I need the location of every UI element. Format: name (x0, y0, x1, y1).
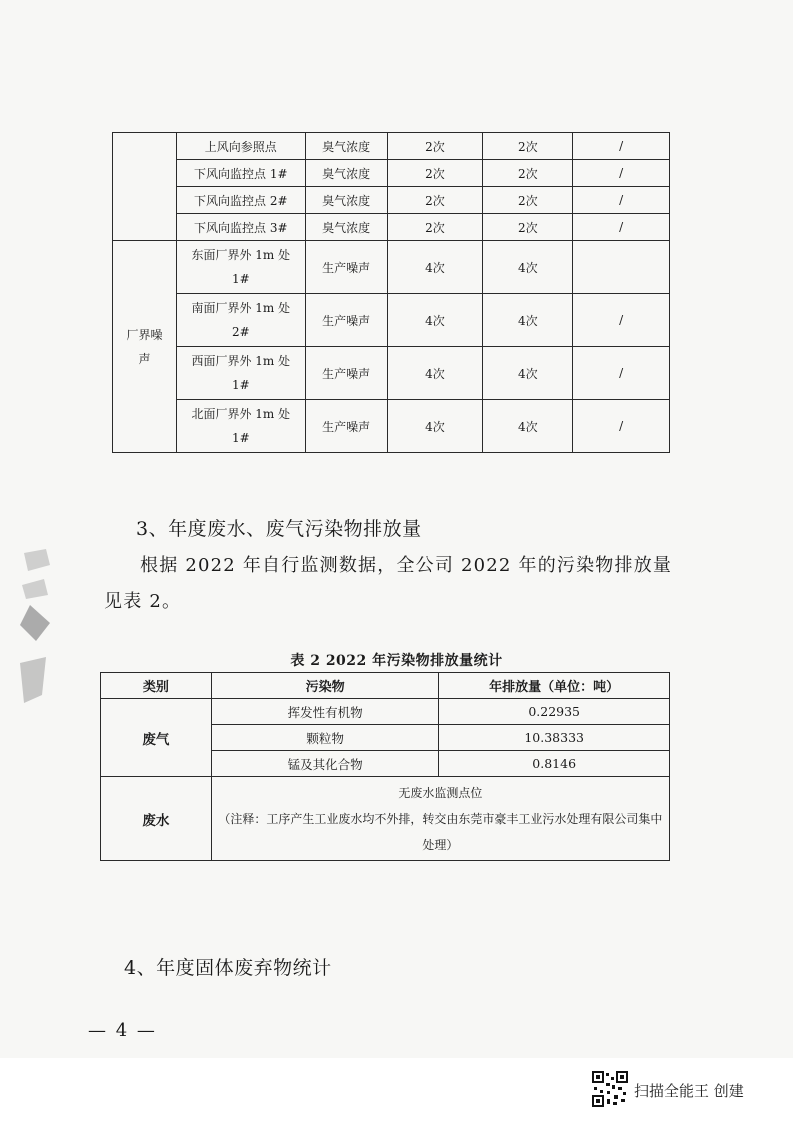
monitor-item: 生产噪声 (305, 294, 387, 347)
monitoring-table (112, 132, 670, 453)
monitor-item: 臭气浓度 (305, 133, 387, 160)
table-row (101, 777, 670, 861)
water-note-detail: （注释：工序产生工业废水均不外排，转交由东莞市豪丰工业污水处理有限公司集中处理） (218, 811, 663, 852)
monitor-point: 北面厂界外 1m 处 1# (176, 400, 305, 453)
planned-count: 2次 (387, 133, 483, 160)
header-category: 类别 (101, 673, 212, 699)
done-count: 4次 (483, 241, 573, 294)
planned-count: 4次 (387, 347, 483, 400)
note-cell: / (573, 160, 670, 187)
done-count: 2次 (483, 214, 573, 241)
scanner-watermark: 扫描全能王 创建 (634, 1082, 744, 1100)
amount-cell: 10.38333 (439, 725, 670, 751)
table-row (113, 133, 670, 160)
note-cell (573, 241, 670, 294)
done-count: 4次 (483, 347, 573, 400)
pollutant-cell: 颗粒物 (211, 725, 439, 751)
monitor-point: 西面厂界外 1m 处 1# (176, 347, 305, 400)
note-cell: / (573, 347, 670, 400)
planned-count: 4次 (387, 400, 483, 453)
note-cell: / (573, 187, 670, 214)
monitor-point: 下风向监控点 2# (176, 187, 305, 214)
planned-count: 2次 (387, 160, 483, 187)
table-header-row (101, 673, 670, 699)
monitor-point: 南面厂界外 1m 处 2# (176, 294, 305, 347)
section-3-body: 根据 2022 年自行监测数据，全公司 2022 年的污染物排放量见表 2。 (104, 555, 673, 612)
table-row (113, 294, 670, 347)
section-4-heading: 4、年度固体废弃物统计 (124, 957, 332, 979)
note-cell: / (573, 294, 670, 347)
pollutant-cell: 挥发性有机物 (211, 699, 439, 725)
monitor-point: 下风向监控点 3# (176, 214, 305, 241)
water-category-cell: 废水 (101, 777, 212, 861)
stamp-mark-icon (16, 545, 56, 715)
done-count: 4次 (483, 294, 573, 347)
table-row (101, 699, 670, 725)
amount-cell: 0.8146 (439, 751, 670, 777)
table-row (113, 347, 670, 400)
table-row (113, 214, 670, 241)
monitor-item: 臭气浓度 (305, 187, 387, 214)
section-3-heading: 3、年度废水、废气污染物排放量 (136, 518, 422, 540)
gas-category-cell: 废气 (101, 699, 212, 777)
qr-code-icon (592, 1071, 628, 1107)
amount-cell: 0.22935 (439, 699, 670, 725)
monitor-item: 生产噪声 (305, 400, 387, 453)
monitor-point: 下风向监控点 1# (176, 160, 305, 187)
water-note-line: 无废水监测点位 (398, 785, 483, 800)
emission-table (100, 672, 670, 861)
monitor-item: 臭气浓度 (305, 214, 387, 241)
note-cell: / (573, 133, 670, 160)
monitor-item: 臭气浓度 (305, 160, 387, 187)
table-row (113, 241, 670, 294)
monitor-item: 生产噪声 (305, 347, 387, 400)
page-number: — 4 — (88, 1020, 157, 1041)
done-count: 2次 (483, 133, 573, 160)
done-count: 2次 (483, 160, 573, 187)
monitor-point: 东面厂界外 1m 处 1# (176, 241, 305, 294)
table-row (113, 187, 670, 214)
monitor-item: 生产噪声 (305, 241, 387, 294)
done-count: 2次 (483, 187, 573, 214)
noise-category-cell: 厂界噪声 (113, 241, 177, 453)
planned-count: 2次 (387, 187, 483, 214)
monitor-point: 上风向参照点 (176, 133, 305, 160)
table-row (113, 160, 670, 187)
planned-count: 4次 (387, 241, 483, 294)
table-row (113, 400, 670, 453)
note-cell: / (573, 214, 670, 241)
pollutant-cell: 锰及其化合物 (211, 751, 439, 777)
planned-count: 2次 (387, 214, 483, 241)
header-amount: 年排放量（单位：吨） (439, 673, 670, 699)
table-2-caption: 表 2 2022 年污染物排放量统计 (290, 653, 503, 669)
planned-count: 4次 (387, 294, 483, 347)
air-category-cell (113, 133, 177, 241)
note-cell: / (573, 400, 670, 453)
water-note-cell (211, 777, 669, 861)
header-pollutant: 污染物 (211, 673, 439, 699)
done-count: 4次 (483, 400, 573, 453)
